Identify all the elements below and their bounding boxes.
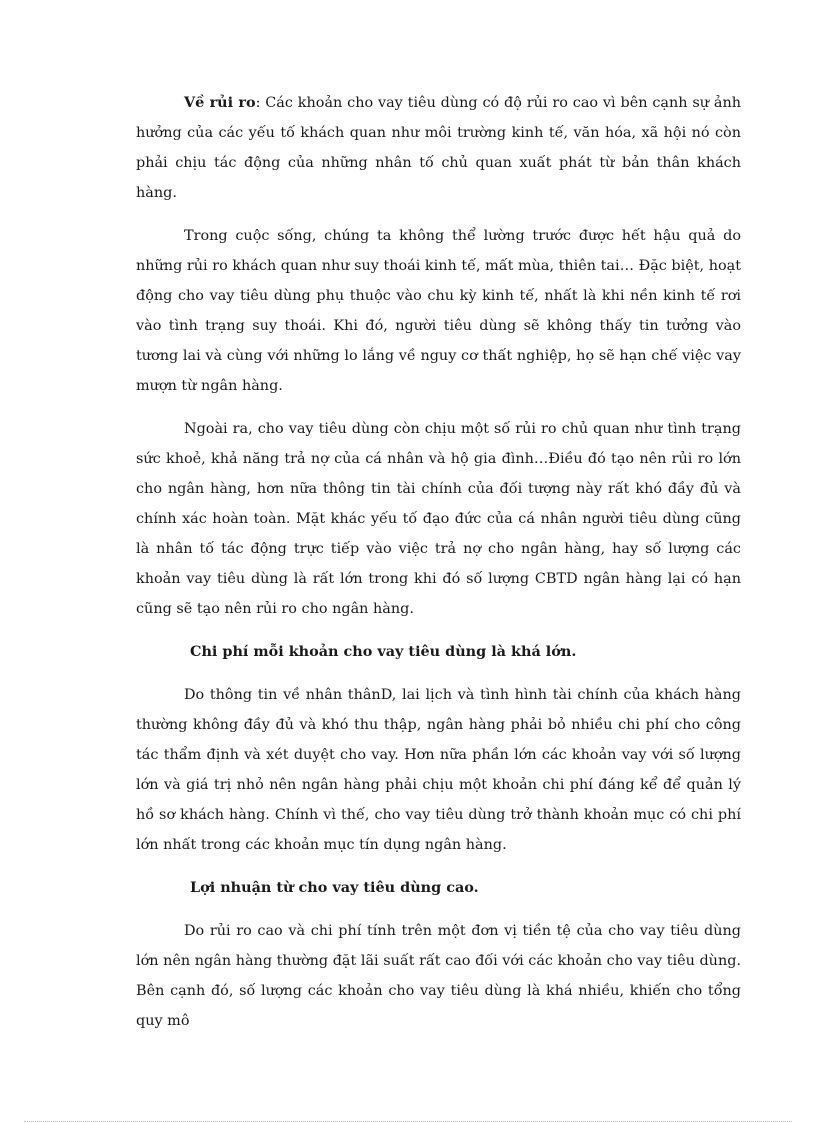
page-bottom-rule xyxy=(24,1121,792,1122)
paragraph-profit: Do rủi ro cao và chi phí tính trên một đơn vị tiền tệ của cho vay tiêu dùng lớn nên ngân hàng thường đặt lãi suất rất cao đối với các khoản cho vay tiêu dùng. Bên cạnh đó, số lượng các khoản cho vay tiêu dùng là khá nhiều, khiến cho tổng quy mô xyxy=(136,923,741,1029)
document-page xyxy=(136,88,741,1049)
heading-profit: Lợi nhuận từ cho vay tiêu dùng cao. xyxy=(190,879,479,896)
risk-text: : Các khoản cho vay tiêu dùng có độ rủi ro cao vì bên cạnh sự ảnh hưởng của các yếu tố khách quan như môi trường kinh tế, văn hóa, xã hội nó còn phải chịu tác động của những nhân tố chủ quan xuất phát từ bản thân khách hàng. xyxy=(136,95,741,201)
heading-cost: Chi phí mỗi khoản cho vay tiêu dùng là khá lớn. xyxy=(190,643,577,660)
risk-lead: Về rủi ro xyxy=(184,94,256,111)
paragraph-cost: Do thông tin về nhân thânD, lai lịch và tình hình tài chính của khách hàng thường không đầy đủ và khó thu thập, ngân hàng phải bỏ nhiều chi phí cho công tác thẩm định và xét duyệt cho vay. Hơn nữa phần lớn các khoản vay với số lượng lớn và giá trị nhỏ nên ngân hàng phải chịu một khoản chi phí đáng kể để quản lý hồ sơ khách hàng. Chính vì thế, cho vay tiêu dùng trở thành khoản mục có chi phí lớn nhất trong các khoản mục tín dụng ngân hàng. xyxy=(136,687,741,853)
paragraph-objective-risks: Trong cuộc sống, chúng ta không thể lường trước được hết hậu quả do những rủi ro khách quan như suy thoái kinh tế, mất mùa, thiên tai… Đặc biệt, hoạt động cho vay tiêu dùng phụ thuộc vào chu kỳ kinh tế, nhất là khi nền kinh tế rơi vào tình trạng suy thoái. Khi đó, người tiêu dùng sẽ không thấy tin tưởng vào tương lai và cùng với những lo lắng về nguy cơ thất nghiệp, họ sẽ hạn chế việc vay mượn từ ngân hàng. xyxy=(136,228,741,394)
paragraph-subjective-risks: Ngoài ra, cho vay tiêu dùng còn chịu một số rủi ro chủ quan như tình trạng sức khoẻ, khả năng trả nợ của cá nhân và hộ gia đình…Điều đó tạo nên rủi ro lớn cho ngân hàng, hơn nữa thông tin tài chính của đối tượng này rất khó đầy đủ và chính xác hoàn toàn. Mặt khác yếu tố đạo đức của cá nhân người tiêu dùng cũng là nhân tố tác động trực tiếp vào việc trả nợ cho ngân hàng, hay số lượng các khoản vay tiêu dùng là rất lớn trong khi đó số lượng CBTD ngân hàng lại có hạn cũng sẽ tạo nên rủi ro cho ngân hàng. xyxy=(136,421,741,617)
paragraph-risk xyxy=(136,88,741,208)
